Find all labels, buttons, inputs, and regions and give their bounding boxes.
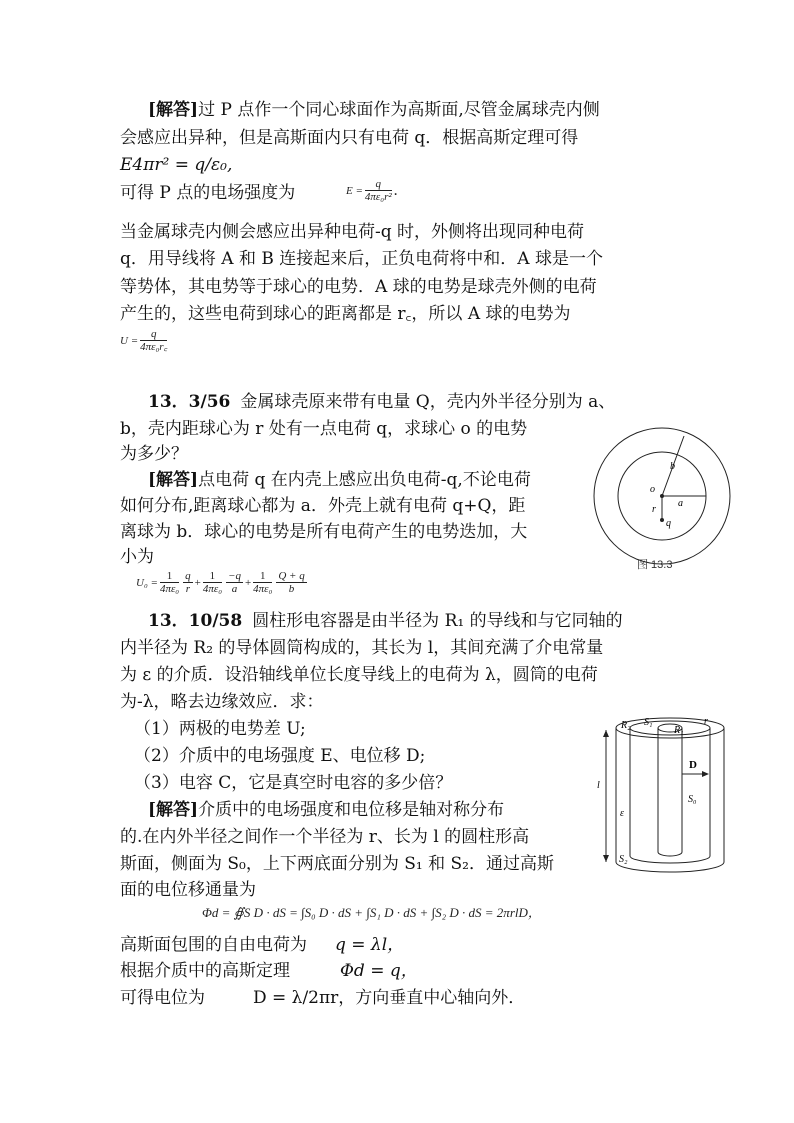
sec1-line-3: E4πr² = q/ε₀,: [120, 155, 233, 175]
sec2-line-2: b，壳内距球心为 r 处有一点电荷 q，求球心 o 的电势: [120, 419, 528, 439]
question-1: （1）两极的电势差 U;: [134, 719, 306, 739]
sec3-line-4: 为-λ，略去边缘效应．求：: [120, 692, 324, 712]
label-s1: S₁: [644, 717, 653, 728]
label-r1: R₁: [674, 725, 684, 736]
problem-number: 13．3/56: [148, 392, 231, 412]
center-dot: [660, 494, 664, 498]
sec3-answer-6: 根据介质中的高斯定理 Φd = q，: [120, 961, 418, 981]
sec1-line-7: 等势体，其电势等于球心的电势．A 球的电势是球壳外侧的电荷: [120, 277, 597, 297]
sec1-line-1: [解答]过 P 点作一个同心球面作为高斯面,尽管金属球壳内侧: [148, 100, 600, 120]
problem-number: 13．10/58: [148, 611, 243, 631]
sec3-line-2: 内半径为 R₂ 的导体圆筒构成的，其长为 l，其间充满了介电常量: [120, 638, 604, 658]
answer-label: [解答]: [148, 100, 199, 120]
sec3-answer-3: 斯面，侧面为 S₀，上下两底面分别为 S₁ 和 S₂．通过高斯: [120, 854, 554, 874]
formula-potential-a: U = $\frac{q}{\text{4πε₀r꜀}}$: [120, 328, 168, 353]
label-epsilon: ε: [620, 808, 624, 819]
charge-dot: [660, 518, 664, 522]
label-b: b: [670, 461, 675, 472]
sec1-line-8: 产生的，这些电荷到球心的距离都是 r꜀，所以 A 球的电势为: [120, 304, 571, 324]
label-q: q: [666, 518, 671, 529]
formula-center-potential: U₀ = $\frac{1}{\text{4πε₀}}$ $\frac{q}{r}$ + $\frac{1}{\text{4πε₀}}$ $\frac{-q}{a}$ + $\frac{1}{\text{4πε₀}}$ $\frac{Q + q}{b}$: [136, 570, 305, 595]
answer-label: [解答]: [148, 800, 199, 820]
question-3: （3）电容 C，它是真空时电容的多少倍？: [134, 773, 453, 793]
sec3-answer-4: 面的电位移通量为: [120, 880, 256, 900]
sec2-line-4: [解答]点电荷 q 在内壳上感应出负电荷-q,不论电荷: [148, 470, 531, 490]
formula-field-e: E = $\frac{q}{\text{4πε₀r²}}$ .: [346, 178, 398, 203]
sec1-line-4: 可得 P 点的电场强度为: [120, 183, 296, 203]
sec3-answer-2: 的.在内外半径之间作一个半径为 r、长为 l 的圆柱形高: [120, 827, 530, 847]
label-a: a: [678, 498, 683, 509]
figure-13-3-spherical-shell: [592, 426, 742, 576]
sec1-line-5: 当金属球壳内侧会感应出异种电荷-q 时，外侧将出现同种电荷: [120, 222, 585, 242]
sec2-line-1: 13．3/56 金属球壳原来带有电量 Q，壳内外半径分别为 a、: [148, 392, 616, 412]
sec1-line-6: q．用导线将 A 和 B 连接起来后，正负电荷将中和．A 球是一个: [120, 249, 603, 269]
question-2: （2）介质中的电场强度 E、电位移 D;: [134, 746, 426, 766]
sec2-line-3: 为多少？: [120, 444, 188, 464]
sec3-answer-1: [解答]介质中的电场强度和电位移是轴对称分布: [148, 800, 505, 820]
sec3-answer-5: 高斯面包围的自由电荷为 q = λl，: [120, 935, 405, 955]
figure-cylindrical-capacitor: [596, 712, 736, 880]
sec2-line-7: 小为: [120, 547, 154, 567]
label-r: r: [704, 716, 708, 727]
label-s0: S₀: [688, 794, 697, 805]
figure-caption: 图 13.3: [637, 559, 673, 571]
label-r: r: [652, 504, 656, 515]
label-s2: S₂: [619, 854, 628, 865]
sec3-line-1: 13．10/58 圆柱形电容器是由半径为 R₁ 的导线和与它同轴的: [148, 611, 623, 631]
label-l: l: [597, 780, 600, 791]
label-d: D: [689, 759, 697, 771]
formula-flux: Φd = ∯S D · dS = ∫S₀ D · dS + ∫S₁ D · dS + ∫S₂ D · dS = 2πrlD，: [202, 905, 541, 920]
answer-label: [解答]: [148, 470, 199, 490]
label-r2: R₂: [621, 720, 631, 731]
label-o: o: [650, 484, 655, 495]
sec2-line-6: 离球为 b．球心的电势是所有电荷产生的电势迭加，大: [120, 522, 528, 542]
sec2-line-5: 如何分布,距离球心都为 a．外壳上就有电荷 q+Q，距: [120, 496, 526, 516]
sec3-answer-7: 可得电位为 D = λ/2πr，方向垂直中心轴向外．: [120, 988, 526, 1008]
sec1-line-2: 会感应出异种，但是高斯面内只有电荷 q．根据高斯定理可得: [120, 128, 579, 148]
sec3-line-3: 为 ε 的介质．设沿轴线单位长度导线上的电荷为 λ，圆筒的电荷: [120, 665, 598, 685]
